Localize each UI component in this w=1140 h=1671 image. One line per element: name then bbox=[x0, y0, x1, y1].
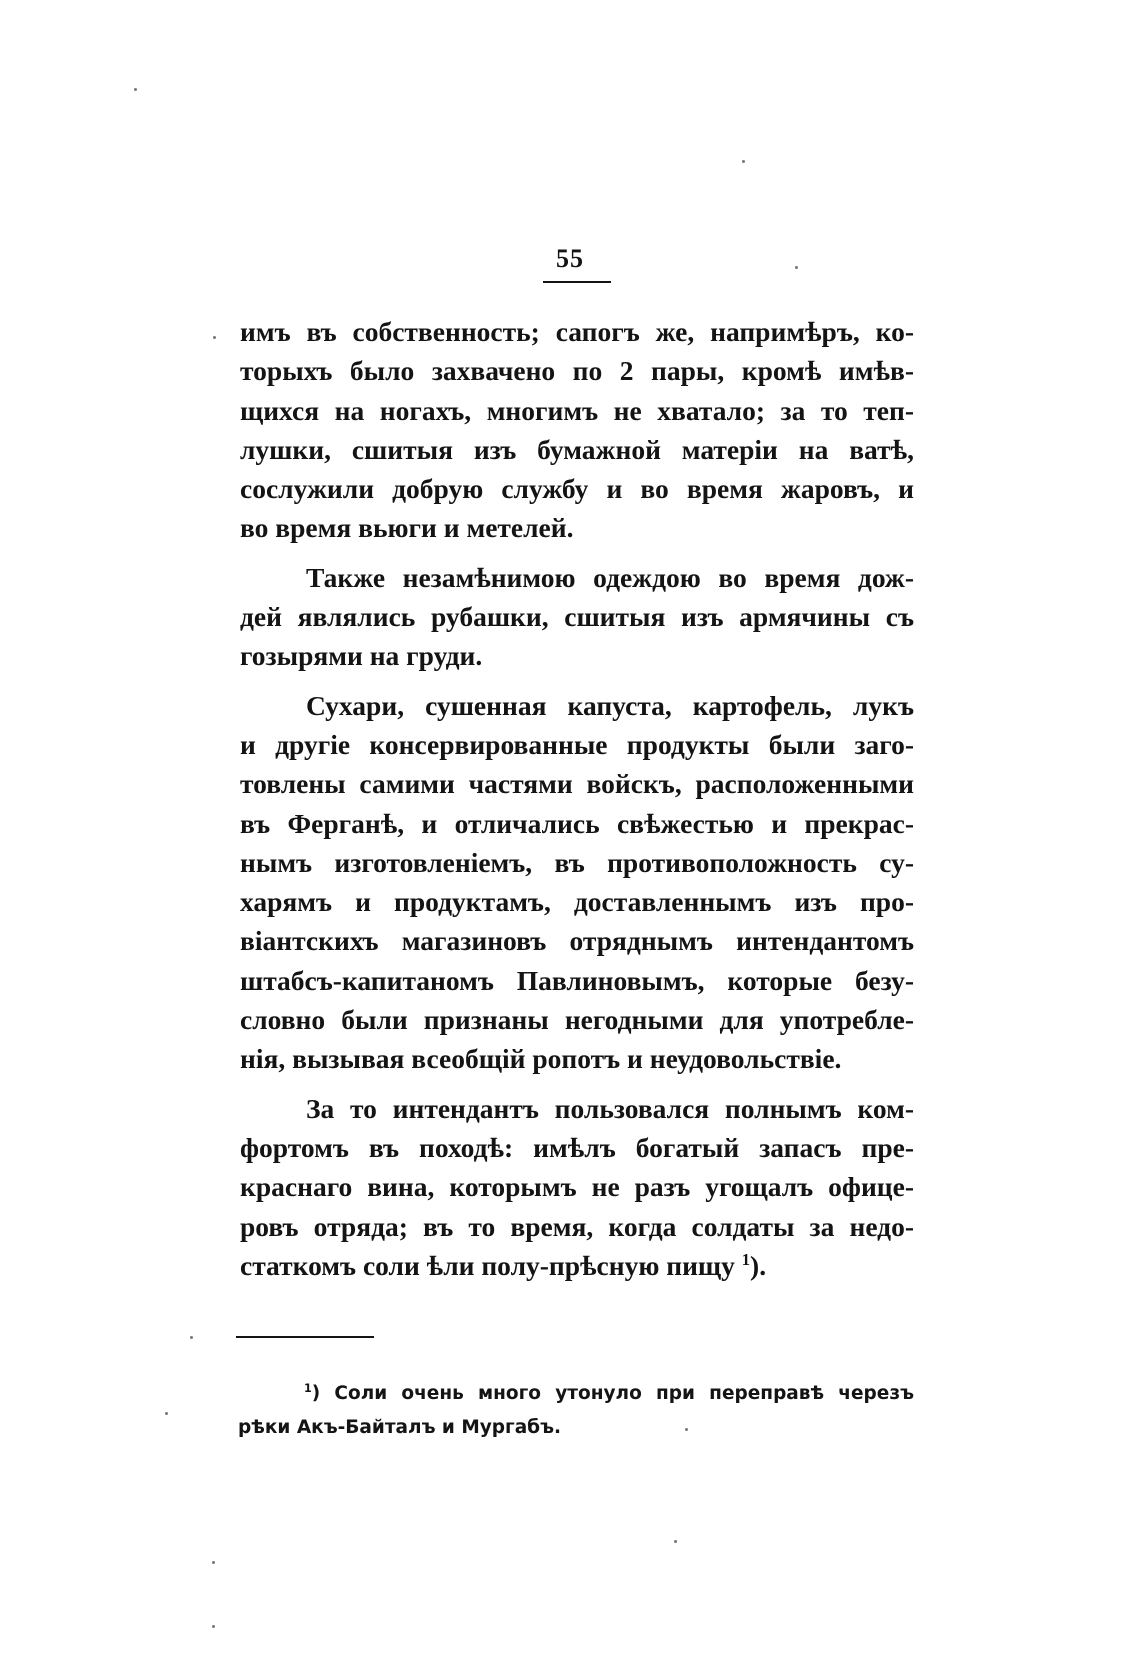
text-line: въ Ферганѣ, и отличались свѣжестью и прекрас- bbox=[240, 807, 914, 839]
body-text bbox=[240, 312, 914, 1285]
text-line: штабсъ-капитаномъ Павлиновымъ, которые безу- bbox=[240, 964, 914, 996]
text-line: щихся на ногахъ, многимъ не хватало; за то теп- bbox=[240, 394, 914, 426]
paragraph-2 bbox=[240, 558, 914, 676]
text-line: краснаго вина, которымъ не разъ угощалъ офице- bbox=[240, 1171, 914, 1203]
text-line: во время вьюги и метелей. bbox=[240, 512, 574, 544]
header-rule bbox=[543, 281, 611, 283]
footnote-marker-close: ) bbox=[311, 1383, 321, 1404]
scan-speck bbox=[212, 1561, 215, 1564]
text-line: За то интендантъ пользовался полнымъ ком- bbox=[306, 1092, 914, 1124]
text-line: Также незамѣнимою одеждою во время дож- bbox=[306, 561, 914, 593]
footnote bbox=[238, 1377, 914, 1445]
text-line: нія, вызывая всеобщій ропотъ и неудовольствіе. bbox=[240, 1043, 842, 1075]
text-line-content: статкомъ соли ѣли полу-прѣсную пищу bbox=[240, 1249, 735, 1281]
scan-speck bbox=[685, 1428, 688, 1431]
text-line: лушки, сшитыя изъ бумажной матеріи на ватѣ, bbox=[240, 433, 914, 465]
scan-speck bbox=[213, 336, 216, 339]
text-line bbox=[240, 1246, 914, 1285]
paragraph-4 bbox=[240, 1089, 914, 1285]
text-line: ровъ отряда; въ то время, когда солдаты за недо- bbox=[240, 1210, 914, 1242]
scan-speck bbox=[190, 1336, 193, 1339]
text-line: торыхъ было захвачено по 2 пары, кромѣ имѣв- bbox=[240, 355, 914, 387]
text-line: дей являлись рубашки, сшитыя изъ армячины съ bbox=[240, 601, 914, 633]
scan-speck bbox=[212, 1625, 215, 1628]
text-line: имъ въ собственность; сапогъ же, напримѣръ, ко- bbox=[240, 316, 914, 347]
scan-speck bbox=[134, 88, 137, 91]
footnote-marker: 1 bbox=[304, 1381, 312, 1395]
scan-speck bbox=[674, 1540, 677, 1543]
footnote-line bbox=[238, 1377, 914, 1411]
page-number: 55 bbox=[556, 244, 584, 273]
paragraph-1 bbox=[240, 312, 914, 548]
text-line: віантскихъ магазиновъ отряднымъ интендантомъ bbox=[240, 925, 914, 957]
text-line: словно были признаны негодными для употребле- bbox=[240, 1004, 914, 1036]
text-line: и другіе консервированные продукты были заго- bbox=[240, 728, 914, 760]
text-line: фортомъ въ походѣ: имѣлъ богатый запасъ пре- bbox=[240, 1131, 914, 1163]
text-line: харямъ и продуктамъ, доставленнымъ изъ про- bbox=[240, 886, 914, 918]
footnote-rule bbox=[236, 1336, 374, 1338]
footnote-text: Соли очень много утонуло при переправѣ черезъ bbox=[334, 1383, 914, 1404]
paragraph-3 bbox=[240, 686, 914, 1079]
line-end-text: ). bbox=[750, 1249, 767, 1281]
text-line: товлены самими частями войскъ, расположенными bbox=[240, 768, 914, 800]
text-line: Сухари, сушенная капуста, картофель, лукъ bbox=[306, 689, 914, 721]
scan-speck bbox=[795, 266, 798, 269]
text-line: нымъ изготовленіемъ, въ противоположность су- bbox=[240, 846, 914, 878]
footnote-reference[interactable]: 1 bbox=[741, 1249, 751, 1269]
scan-speck bbox=[742, 160, 745, 163]
text-line: сослужили добрую службу и во время жаровъ, и bbox=[240, 473, 914, 505]
scan-speck bbox=[165, 1412, 168, 1415]
text-line: гозырями на груди. bbox=[240, 640, 483, 672]
footnote-line: рѣки Акъ-Байталъ и Мургабъ. bbox=[238, 1417, 562, 1438]
